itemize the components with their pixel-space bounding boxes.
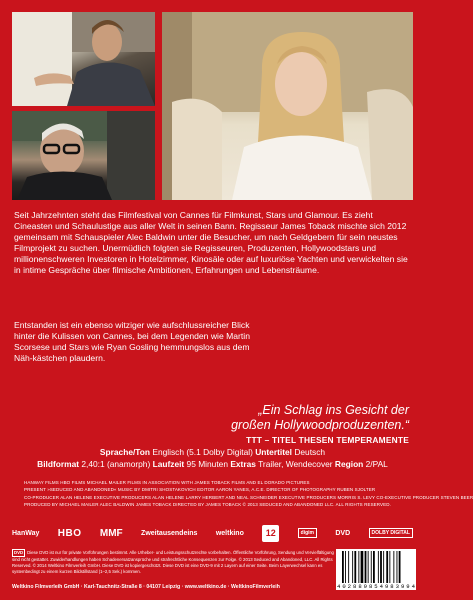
credits-block — [24, 479, 473, 509]
barcode-bar — [389, 551, 390, 583]
spec-subtitle-label: Untertitel — [255, 447, 292, 457]
spec-format-value: 2,40:1 (anamorph) — [81, 459, 151, 469]
zweitausendeins-logo: Zweitausendeins — [141, 529, 198, 537]
distributor-footer: Weltkino Filmverleih GmbH · Karl-Tauchnitz-Straße 8 · 04107 Leipzig · www.weltkino.de · WeltkinoFilmverleih — [12, 584, 280, 590]
photo-ryan-gosling — [12, 12, 155, 106]
barcode-digit: 9 — [406, 583, 410, 590]
barcode-bar — [378, 551, 379, 583]
spec-runtime-value: 95 Minuten — [186, 459, 228, 469]
barcode-digit: 8 — [390, 583, 394, 590]
barcode-bar — [342, 551, 344, 583]
barcode-digit: 8 — [358, 583, 362, 590]
spec-runtime-label: Laufzeit — [152, 459, 185, 469]
barcode-bar — [348, 551, 349, 583]
photo-diane-kruger — [162, 12, 413, 200]
barcode-bar — [361, 551, 364, 583]
barcode-bar — [345, 551, 346, 583]
spec-region-label: Region — [334, 459, 364, 469]
photo-scorsese-shapes — [12, 111, 155, 200]
barcode-digit: 9 — [400, 583, 405, 590]
specs-line-1 — [0, 447, 425, 458]
credits-line: PRODUCED BY MICHAEL MAILER ALEC BALDWIN JAMES TOBACK DIRECTED BY JAMES TOBACK © 2013 SEDUCED AND ABANDONED LLC. ALL RIGHTS RESERVED. — [24, 502, 391, 508]
barcode-bar — [368, 551, 369, 583]
specs-line-2 — [0, 459, 425, 470]
barcode-bar — [373, 551, 375, 583]
barcode-bar — [371, 551, 372, 583]
legal-badge: DVD — [14, 550, 24, 555]
barcode-digit: 0 — [342, 583, 346, 590]
barcode-digit: 9 — [384, 583, 389, 590]
barcode-bar — [358, 551, 359, 583]
barcode-digit: 4 — [337, 583, 341, 590]
barcode-bar — [393, 551, 394, 583]
legal-text: Diese DVD ist nur für private Vorführungen bestimmt. Alle Urheber- und Leistungsschutzrechte vorbehalten. Öffentliche Vorführung, Sendung und Vervielfältigung sind nicht gestattet. Zuwiderhandlungen haben Schadenersatzansprüche und strafrechtliche Konsequenzen zur Folge. © 2013 Seduced and Abandoned, LLC. All Rights Reserved. © 2014 Weltkino Filmverleih GmbH. Diese DVD ist kopiergeschützt. Diese DVD ist eine DVD-9 mit 2 Layern auf einer Seite. Beim Layerwechsel kann es systembedingt zu einem kurzen Bildstillstand (1–2,5 Sek.) kommen. — [12, 550, 334, 574]
quote-text — [171, 403, 409, 433]
quote-line-1: „Ein Schlag ins Gesicht der — [258, 403, 409, 417]
barcode-bar — [380, 551, 382, 583]
hbo-logo: HBO — [57, 527, 82, 539]
credits-line: CO-PRODUCER ALAN HELENE EXECUTIVE PRODUCERS ALAN HELENE LARRY HERBERT AND NEAL SCHNEIDER EXECUTIVE PRODUCERS MORRIS S. LEVY CO-EXECUTIVE PRODUCER STEVEN BEER — [24, 494, 473, 500]
barcode-digit: 2 — [347, 583, 352, 590]
weltkino-logo: weltkino — [215, 529, 244, 537]
barcode-digit: 4 — [379, 583, 383, 590]
spec-extras-value: Trailer, Wendecover — [258, 459, 333, 469]
barcode-digits — [337, 583, 415, 590]
barcode — [336, 549, 416, 590]
spec-extras-label: Extras — [230, 459, 256, 469]
dvd-logo: DVD — [335, 529, 351, 537]
barcode-bar — [352, 551, 353, 583]
barcode-bar — [397, 551, 398, 583]
photo-gosling-shapes — [12, 12, 155, 106]
barcode-digit: 8 — [352, 583, 357, 590]
spec-sound-value: Englisch (5.1 Dolby Digital) — [152, 447, 253, 457]
barcode-digit: 5 — [374, 583, 378, 590]
quote-line-2: großen Hollywoodproduzenten.“ — [231, 418, 409, 432]
barcode-bar — [399, 551, 401, 583]
barcode-digit: 4 — [411, 583, 415, 590]
quote-source: TTT – TITEL THESEN TEMPERAMENTE — [246, 435, 409, 445]
digim-logo: digim — [298, 528, 317, 538]
tagline-text: Entstanden ist ein ebenso witziger wie aufschlussreicher Blick hinter die Kulissen von Cannes, bei dem Legenden wie Martin Scorsese und Stars wie Ryan Gosling hemmungslos aus dem Näh-kästchen plaudern. — [14, 320, 250, 364]
mmf-logo: MMF — [99, 527, 123, 539]
synopsis-text: Seit Jahrzehnten steht das Filmfestival von Cannes für Filmkunst, Stars und Glamour. Es zieht Cineasten und Schaulustige aus aller Welt in seinen Bann. Regisseur James Toback mischte sich 2012 gemeinsam mit Schauspieler Alec Baldwin unter die Besucher, um nach Geldgebern für sein neustes Filmprojekt zu suchen. Unermüdlich folgten sie Regisseuren, Produzenten, Hollywoodstars und millionenschweren Investoren in Hotelzimmer, Kinosäle oder auf luxuriöse Yachten und verwickelten sie in intime Gespräche über filmische Ambitionen, Erfahrungen und Lebensträume. — [14, 210, 408, 276]
logo-row — [12, 525, 413, 541]
photo-kruger-shapes — [162, 12, 413, 200]
credits-line: HANWAY FILMS HBO FILMS MICHAEL MAILER FILMS IN ASSOCIATION WITH JAMES TOBACK FILMS AND EL DORADO PICTURES — [24, 480, 310, 485]
barcode-digit: 8 — [368, 583, 373, 590]
spec-region-value: 2/PAL — [365, 459, 388, 469]
fsk-rating-badge: 12 — [262, 525, 279, 542]
dolby-digital-logo: DOLBY DIGITAL — [369, 528, 413, 538]
photo-martin-scorsese — [12, 111, 155, 200]
barcode-bar — [365, 551, 367, 583]
barcode-bar — [386, 551, 388, 583]
credits-line: PRESENT »SEDUCED AND ABANDONED« MUSIC BY DMITRI SHOSTAKOVICH EDITOR AARON YANES, A.C.E. DIRECTOR OF PHOTOGRAPHY RUBEN SJOLTER — [24, 487, 376, 493]
hanway-logo: HanWay — [12, 529, 40, 537]
barcode-digit: 9 — [363, 583, 367, 590]
press-quote — [171, 403, 409, 445]
spec-format-label: Bildformat — [37, 459, 80, 469]
legal-notice — [12, 549, 337, 575]
barcode-bar — [383, 551, 384, 583]
barcode-digit: 3 — [395, 583, 399, 590]
barcode-bar — [354, 551, 356, 583]
spec-subtitle-value: Deutsch — [294, 447, 326, 457]
barcode-bars — [342, 551, 410, 583]
spec-sound-label: Sprache/Ton — [99, 447, 151, 457]
